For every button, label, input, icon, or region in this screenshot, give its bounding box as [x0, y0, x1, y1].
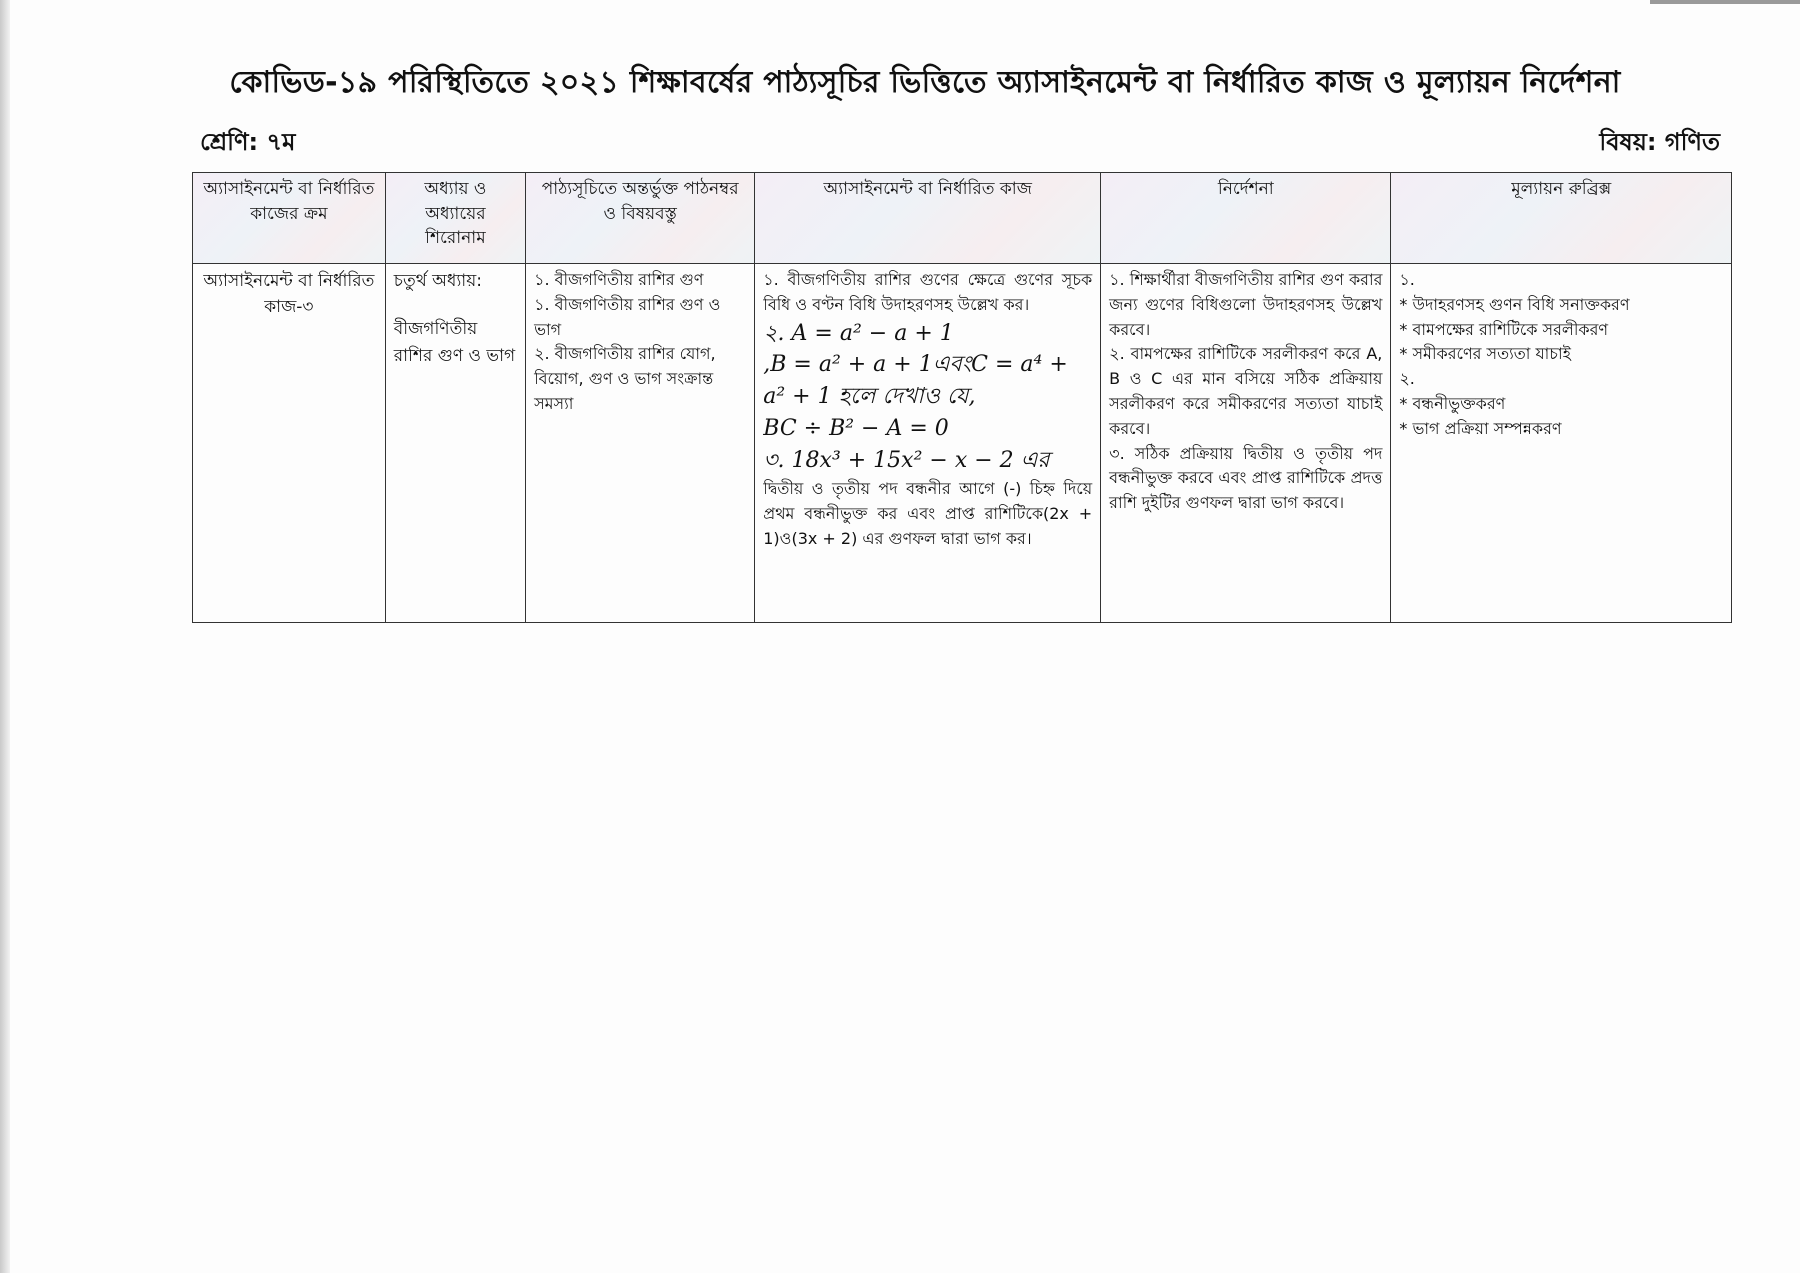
instruction-item: ১. শিক্ষার্থীরা বীজগণিতীয় রাশির গুণ করার জন্য গুণের বিধিগুলো উদাহরণসহ উল্লেখ করবে। — [1109, 270, 1383, 339]
task-2-line-d: BC ÷ B² − A = 0 — [763, 416, 949, 442]
header-instructions: নির্দেশনা — [1101, 173, 1391, 264]
instruction-item: ২. বামপক্ষের রাশিটিকে সরলীকরণ করে A, B ও C এর মান বসিয়ে সঠিক প্রক্রিয়ায় সরলীকরণ করে সমীকরণের সত্যতা যাচাই করবে। — [1109, 344, 1383, 438]
task-2-line-b: ,B = a² + a + 1এবংC = a⁴ + — [763, 352, 1068, 378]
document-title: কোভিড-১৯ পরিস্থিতিতে ২০২১ শিক্ষাবর্ষের পাঠ্যসূচির ভিত্তিতে অ্যাসাইনমেন্ট বা নির্ধারিত কাজ ও মূল্যায়ন নির্দেশনা — [229, 65, 1621, 100]
lesson-item: ২. বীজগণিতীয় রাশির যোগ, বিয়োগ, গুণ ও ভাগ সংক্রান্ত সমস্যা — [534, 344, 716, 413]
assignment-table — [192, 172, 1732, 623]
cell-assignment-no — [193, 264, 386, 623]
cell-chapter — [385, 264, 525, 623]
header-chapter: অধ্যায় ও অধ্যায়ের শিরোনাম — [385, 173, 525, 264]
cell-lessons — [526, 264, 755, 623]
header-task: অ্যাসাইনমেন্ট বা নির্ধারিত কাজ — [755, 173, 1101, 264]
rubric-item: ১. — [1399, 270, 1415, 289]
chapter-no: চতুর্থ অধ্যায়: — [393, 271, 482, 291]
task-3-line-a: ৩. 18x³ + 15x² − x − 2 এর — [763, 448, 1050, 474]
task-1: ১. বীজগণিতীয় রাশির গুণের ক্ষেত্রে গুণের সূচক বিধি ও বণ্টন বিধি উদাহরণসহ উল্লেখ কর। — [763, 270, 1093, 314]
cell-task — [755, 264, 1101, 623]
table-row — [193, 264, 1732, 623]
subject-label: বিষয়: গণিত — [1599, 128, 1720, 156]
lesson-item: ১. বীজগণিতীয় রাশির গুণ — [534, 270, 704, 289]
table-header-row — [193, 173, 1732, 264]
rubric-item: * ভাগ প্রক্রিয়া সম্পন্নকরণ — [1399, 418, 1562, 438]
rubric-item: * বন্ধনীভুক্তকরণ — [1399, 393, 1506, 413]
chapter-spacer — [394, 294, 517, 316]
scan-edge-left — [0, 0, 10, 1273]
task-3-line-b: দ্বিতীয় ও তৃতীয় পদ বন্ধনীর আগে (-) চিহ্ন দিয়ে প্রথম বন্ধনীভুক্ত কর এবং প্রাপ্ত রাশিটিকে(2x + 1)ও(3x + 2) এর গুণফল দ্বারা ভাগ কর। — [763, 479, 1093, 548]
cell-instructions — [1101, 264, 1391, 623]
lesson-item: ১. বীজগণিতীয় রাশির গুণ ও ভাগ — [534, 294, 721, 339]
chapter-title: বীজগণিতীয় রাশির গুণ ও ভাগ — [393, 319, 516, 366]
rubric-item: * বামপক্ষের রাশিটিকে সরলীকরণ — [1399, 319, 1609, 339]
header-lessons: পাঠ্যসূচিতে অন্তর্ভুক্ত পাঠনম্বর ও বিষয়বস্তু — [526, 173, 755, 264]
rubric-item: * সমীকরণের সত্যতা যাচাই — [1399, 344, 1571, 364]
rubric-item: ২. — [1399, 369, 1415, 389]
scan-edge-top — [1650, 0, 1800, 4]
cell-rubrics — [1391, 264, 1732, 623]
assignment-no-text: অ্যাসাইনমেন্ট বা নির্ধারিত কাজ-৩ — [203, 271, 375, 318]
task-2-line-c: a² + 1 হলে দেখাও যে, — [763, 384, 976, 410]
rubric-item: * উদাহরণসহ গুণন বিধি সনাক্তকরণ — [1399, 294, 1630, 314]
instruction-item: ৩. সঠিক প্রক্রিয়ায় দ্বিতীয় ও তৃতীয় পদ বন্ধনীভুক্ত করবে এবং প্রাপ্ত রাশিটিকে প্রদত্ত রাশি দুইটির গুণফল দ্বারা ভাগ করবে। — [1109, 443, 1383, 513]
class-label: শ্রেণি: ৭ম — [200, 128, 296, 156]
header-rubrics: মূল্যায়ন রুব্রিক্স — [1391, 173, 1732, 264]
task-2-line-a: ২. A = a² − a + 1 — [763, 320, 954, 346]
header-assignment-no: অ্যাসাইনমেন্ট বা নির্ধারিত কাজের ক্রম — [193, 173, 386, 264]
